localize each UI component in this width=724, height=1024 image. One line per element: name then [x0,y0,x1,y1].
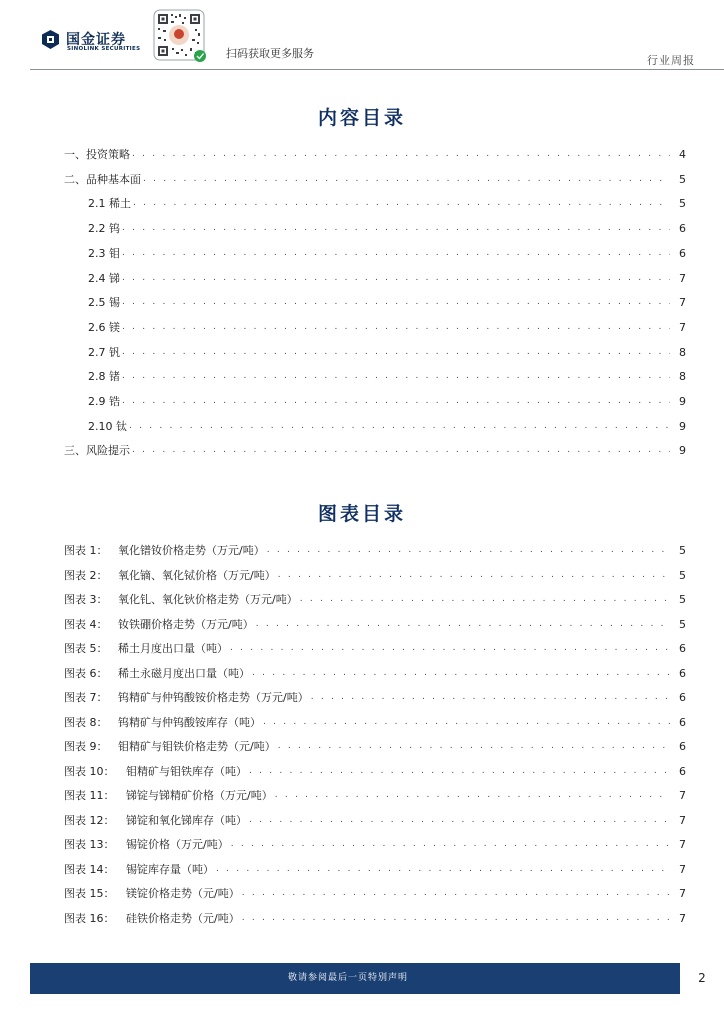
figure-number: 图表 10： [64,765,115,778]
figure-page: 7 [679,886,686,900]
figure-list-item[interactable] [64,665,686,681]
figure-page: 6 [679,739,686,753]
figure-number: 图表 13： [64,838,115,851]
toc-item-page: 4 [679,147,686,161]
figure-leader-dots [275,788,670,802]
figure-leader-dots [300,592,670,606]
toc-item-label: 三、风险提示 [64,444,130,457]
report-type-label: 行业周报 [647,54,695,67]
toc-leader-dots [132,147,670,161]
figure-page: 7 [679,862,686,876]
figure-leader-dots [263,715,670,729]
figure-number: 图表 5： [64,642,108,655]
figure-number: 图表 4： [64,618,108,631]
toc-item[interactable] [88,344,686,360]
figure-leader-dots [267,543,670,557]
toc-item[interactable] [64,442,686,458]
toc-item-page: 6 [679,221,686,235]
figure-title: 镁锭价格走势（元/吨） [126,887,240,900]
figure-leader-dots [278,568,670,582]
footer-disclaimer: 敬请参阅最后一页特别声明 [287,973,408,983]
figure-title: 钼精矿与钼铁库存（吨） [126,765,247,778]
page-number: 2 [680,963,724,994]
figure-leader-dots [256,617,670,631]
figure-leader-dots [231,837,670,851]
figure-number: 图表 9： [64,740,108,753]
figure-leader-dots [242,911,670,925]
figure-page: 7 [679,788,686,802]
figure-number: 图表 1： [64,544,108,557]
toc-item[interactable] [88,220,686,236]
page-header [0,0,724,70]
figure-list-item[interactable] [64,861,686,877]
figure-number: 图表 3： [64,593,108,606]
figure-page: 6 [679,764,686,778]
figure-leader-dots [311,690,670,704]
figure-list-item[interactable] [64,836,686,852]
figure-title: 稀土永磁月度出口量（吨） [118,667,250,680]
toc-item[interactable] [88,245,686,261]
figure-title: 钨精矿与仲钨酸铵库存（吨） [118,716,261,729]
toc-item-page: 9 [679,394,686,408]
toc-item-page: 7 [679,295,686,309]
toc-leader-dots [122,394,670,408]
toc-item-label: 2.4 锑 [88,272,120,285]
figure-title: 钼精矿与钼铁价格走势（元/吨） [118,740,276,753]
figure-number: 图表 7： [64,691,108,704]
figure-list-item[interactable] [64,812,686,828]
figure-page: 6 [679,666,686,680]
figure-number: 图表 12： [64,814,115,827]
figure-page: 6 [679,641,686,655]
figure-list-item[interactable] [64,616,686,632]
figure-leader-dots [249,764,670,778]
toc-item-label: 2.7 钒 [88,346,120,359]
figure-leader-dots [230,641,670,655]
toc-item[interactable] [88,294,686,310]
toc-leader-dots [133,196,670,210]
toc-item-page: 9 [679,443,686,457]
toc-title: 内容目录 [317,107,406,129]
figure-list-item[interactable] [64,542,686,558]
figure-page: 6 [679,715,686,729]
figure-list-item[interactable] [64,763,686,779]
toc-item-label: 2.6 镁 [88,321,120,334]
figure-leader-dots [242,886,670,900]
toc-item-label: 2.8 锗 [88,370,120,383]
toc-item-label: 2.2 钨 [88,222,120,235]
figure-number: 图表 8： [64,716,108,729]
figure-list-item[interactable] [64,640,686,656]
figure-title: 锡锭价格（万元/吨） [126,838,229,851]
figure-page: 7 [679,813,686,827]
toc-item-label: 2.10 钛 [88,420,127,433]
brand-name-en: SINOLINK SECURITIES [67,46,141,52]
figure-list-item[interactable] [64,714,686,730]
toc-leader-dots [132,443,670,457]
figure-list-item[interactable] [64,689,686,705]
figure-list-item[interactable] [64,885,686,901]
figure-list-item[interactable] [64,567,686,583]
toc-item-label: 二、品种基本面 [64,173,141,186]
toc-item-page: 5 [679,196,686,210]
header-divider [30,69,724,70]
toc-item-page: 9 [679,419,686,433]
figure-title: 稀土月度出口量（吨） [118,642,228,655]
toc-leader-dots [122,271,670,285]
toc-leader-dots [122,246,670,260]
qr-code-icon[interactable] [151,8,211,64]
figure-page: 5 [679,568,686,582]
figure-page: 6 [679,690,686,704]
toc-item-page: 7 [679,271,686,285]
toc-item[interactable] [64,171,686,187]
figure-page: 7 [679,837,686,851]
toc-item-label: 2.3 钼 [88,247,120,260]
figure-number: 图表 11： [64,789,115,802]
figure-list-item[interactable] [64,787,686,803]
toc-item-page: 8 [679,369,686,383]
figure-title: 钕铁硼价格走势（万元/吨） [118,618,254,631]
figure-leader-dots [249,813,670,827]
figure-title: 锑锭与锑精矿价格（万元/吨） [126,789,273,802]
toc-leader-dots [122,369,670,383]
figure-page: 5 [679,592,686,606]
figure-page: 5 [679,617,686,631]
figure-title: 氧化镝、氧化铽价格（万元/吨） [118,569,276,582]
figure-title: 氧化钆、氧化钬价格走势（万元/吨） [118,593,298,606]
figure-number: 图表 2： [64,569,108,582]
figure-number: 图表 16： [64,912,115,925]
toc-item[interactable] [88,270,686,286]
toc-item[interactable] [88,195,686,211]
toc-item-page: 5 [679,172,686,186]
toc-leader-dots [143,172,670,186]
toc-item[interactable] [88,418,686,434]
page-footer [30,963,724,994]
figure-list-item[interactable] [64,591,686,607]
figure-number: 图表 15： [64,887,115,900]
sinolink-logo-icon [40,29,61,50]
toc-item[interactable] [64,146,686,162]
figure-leader-dots [216,862,670,876]
figure-page: 7 [679,911,686,925]
toc-item[interactable] [88,393,686,409]
figure-number: 图表 14： [64,863,115,876]
toc-item-page: 6 [679,246,686,260]
toc-item-label: 2.1 稀土 [88,197,131,210]
toc-item-label: 一、投资策略 [64,148,130,161]
figure-list-item[interactable] [64,910,686,926]
figure-title: 钨精矿与仲钨酸铵价格走势（万元/吨） [118,691,309,704]
toc-item[interactable] [88,319,686,335]
figure-leader-dots [252,666,670,680]
figure-title: 锡锭库存量（吨） [126,863,214,876]
figure-page: 5 [679,543,686,557]
figure-list-item[interactable] [64,738,686,754]
figure-leader-dots [278,739,670,753]
toc-item-label: 2.9 锆 [88,395,120,408]
brand-name-cn: 国金证券 [66,32,126,48]
toc-leader-dots [122,345,670,359]
toc-item[interactable] [88,368,686,384]
toc-item-page: 7 [679,320,686,334]
toc-item-label: 2.5 锡 [88,296,120,309]
figure-title: 硅铁价格走势（元/吨） [126,912,240,925]
toc-leader-dots [122,221,670,235]
toc-leader-dots [122,320,670,334]
toc-leader-dots [129,419,670,433]
toc-leader-dots [122,295,670,309]
figure-title: 锑锭和氧化锑库存（吨） [126,814,247,827]
qr-caption: 扫码获取更多服务 [226,47,314,60]
toc-item-page: 8 [679,345,686,359]
figure-title: 氧化镨钕价格走势（万元/吨） [118,544,265,557]
figure-number: 图表 6： [64,667,108,680]
figure-list-title: 图表目录 [317,503,406,525]
